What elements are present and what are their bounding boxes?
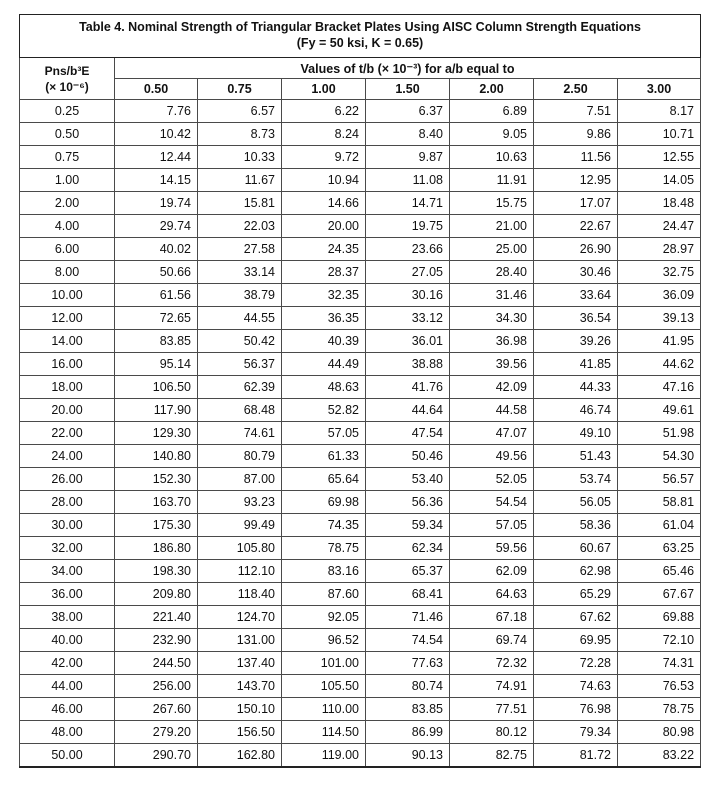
param-cell: 6.00 — [20, 238, 115, 261]
value-cell: 9.05 — [450, 123, 534, 146]
value-cell: 6.57 — [198, 100, 282, 123]
table-row — [20, 583, 701, 606]
value-cell: 40.02 — [115, 238, 198, 261]
value-cell: 57.05 — [282, 422, 366, 445]
value-cell: 51.43 — [534, 445, 618, 468]
table-title — [20, 15, 701, 58]
value-cell: 69.88 — [618, 606, 701, 629]
value-cell: 112.10 — [198, 560, 282, 583]
value-cell: 11.91 — [450, 169, 534, 192]
value-cell: 117.90 — [115, 399, 198, 422]
value-cell: 83.85 — [366, 698, 450, 721]
value-cell: 49.10 — [534, 422, 618, 445]
param-cell: 16.00 — [20, 353, 115, 376]
param-cell: 48.00 — [20, 721, 115, 744]
param-cell: 42.00 — [20, 652, 115, 675]
value-cell: 68.41 — [366, 583, 450, 606]
value-cell: 15.81 — [198, 192, 282, 215]
table-row — [20, 192, 701, 215]
value-cell: 33.64 — [534, 284, 618, 307]
value-cell: 69.98 — [282, 491, 366, 514]
table-row — [20, 652, 701, 675]
value-cell: 10.71 — [618, 123, 701, 146]
value-cell: 77.51 — [450, 698, 534, 721]
table-row — [20, 123, 701, 146]
value-cell: 63.25 — [618, 537, 701, 560]
value-cell: 78.75 — [282, 537, 366, 560]
value-cell: 34.30 — [450, 307, 534, 330]
value-cell: 44.55 — [198, 307, 282, 330]
value-cell: 92.05 — [282, 606, 366, 629]
value-cell: 82.75 — [450, 744, 534, 768]
value-cell: 19.74 — [115, 192, 198, 215]
value-cell: 65.29 — [534, 583, 618, 606]
value-cell: 131.00 — [198, 629, 282, 652]
value-cell: 186.80 — [115, 537, 198, 560]
param-column-header — [20, 58, 115, 100]
value-cell: 74.35 — [282, 514, 366, 537]
param-cell: 34.00 — [20, 560, 115, 583]
value-cell: 56.05 — [534, 491, 618, 514]
value-cell: 61.56 — [115, 284, 198, 307]
value-cell: 49.56 — [450, 445, 534, 468]
value-cell: 67.67 — [618, 583, 701, 606]
column-header: 3.00 — [618, 79, 701, 100]
value-cell: 175.30 — [115, 514, 198, 537]
value-cell: 41.95 — [618, 330, 701, 353]
param-cell: 46.00 — [20, 698, 115, 721]
value-cell: 39.56 — [450, 353, 534, 376]
value-cell: 65.37 — [366, 560, 450, 583]
table-row — [20, 675, 701, 698]
value-cell: 33.14 — [198, 261, 282, 284]
param-cell: 1.00 — [20, 169, 115, 192]
value-cell: 20.00 — [282, 215, 366, 238]
value-cell: 232.90 — [115, 629, 198, 652]
table-row — [20, 215, 701, 238]
value-cell: 49.61 — [618, 399, 701, 422]
value-cell: 150.10 — [198, 698, 282, 721]
table-row — [20, 698, 701, 721]
value-cell: 74.61 — [198, 422, 282, 445]
value-cell: 69.95 — [534, 629, 618, 652]
value-cell: 72.65 — [115, 307, 198, 330]
value-cell: 33.12 — [366, 307, 450, 330]
value-cell: 61.04 — [618, 514, 701, 537]
value-cell: 54.54 — [450, 491, 534, 514]
value-cell: 59.56 — [450, 537, 534, 560]
table-row — [20, 744, 701, 768]
table-row — [20, 560, 701, 583]
value-cell: 58.36 — [534, 514, 618, 537]
value-cell: 65.64 — [282, 468, 366, 491]
value-cell: 22.03 — [198, 215, 282, 238]
value-cell: 42.09 — [450, 376, 534, 399]
value-cell: 77.63 — [366, 652, 450, 675]
table-row — [20, 169, 701, 192]
value-cell: 279.20 — [115, 721, 198, 744]
param-cell: 20.00 — [20, 399, 115, 422]
value-cell: 119.00 — [282, 744, 366, 768]
value-cell: 143.70 — [198, 675, 282, 698]
value-cell: 57.05 — [450, 514, 534, 537]
value-cell: 68.48 — [198, 399, 282, 422]
value-cell: 11.67 — [198, 169, 282, 192]
value-cell: 118.40 — [198, 583, 282, 606]
table-container — [19, 14, 700, 768]
value-cell: 244.50 — [115, 652, 198, 675]
value-cell: 23.66 — [366, 238, 450, 261]
value-cell: 28.40 — [450, 261, 534, 284]
value-cell: 76.98 — [534, 698, 618, 721]
value-cell: 83.85 — [115, 330, 198, 353]
param-cell: 28.00 — [20, 491, 115, 514]
value-cell: 19.75 — [366, 215, 450, 238]
value-cell: 290.70 — [115, 744, 198, 768]
value-cell: 80.98 — [618, 721, 701, 744]
table-row — [20, 514, 701, 537]
value-cell: 14.15 — [115, 169, 198, 192]
value-cell: 47.16 — [618, 376, 701, 399]
value-cell: 129.30 — [115, 422, 198, 445]
value-cell: 14.05 — [618, 169, 701, 192]
value-cell: 50.42 — [198, 330, 282, 353]
table-row — [20, 606, 701, 629]
value-cell: 80.79 — [198, 445, 282, 468]
value-cell: 53.40 — [366, 468, 450, 491]
value-cell: 47.07 — [450, 422, 534, 445]
value-cell: 12.55 — [618, 146, 701, 169]
value-cell: 6.22 — [282, 100, 366, 123]
value-cell: 12.95 — [534, 169, 618, 192]
value-cell: 38.79 — [198, 284, 282, 307]
value-cell: 58.81 — [618, 491, 701, 514]
value-cell: 10.33 — [198, 146, 282, 169]
value-cell: 54.30 — [618, 445, 701, 468]
value-cell: 44.64 — [366, 399, 450, 422]
value-cell: 114.50 — [282, 721, 366, 744]
value-cell: 152.30 — [115, 468, 198, 491]
param-cell: 44.00 — [20, 675, 115, 698]
value-cell: 11.56 — [534, 146, 618, 169]
value-cell: 7.76 — [115, 100, 198, 123]
value-cell: 51.98 — [618, 422, 701, 445]
value-cell: 44.58 — [450, 399, 534, 422]
value-cell: 83.16 — [282, 560, 366, 583]
value-cell: 46.74 — [534, 399, 618, 422]
value-cell: 90.13 — [366, 744, 450, 768]
value-cell: 69.74 — [450, 629, 534, 652]
value-cell: 6.89 — [450, 100, 534, 123]
table-row — [20, 468, 701, 491]
param-cell: 22.00 — [20, 422, 115, 445]
value-cell: 96.52 — [282, 629, 366, 652]
value-cell: 137.40 — [198, 652, 282, 675]
value-cell: 12.44 — [115, 146, 198, 169]
param-cell: 0.25 — [20, 100, 115, 123]
value-cell: 28.37 — [282, 261, 366, 284]
param-cell: 18.00 — [20, 376, 115, 399]
value-cell: 52.05 — [450, 468, 534, 491]
table-row — [20, 261, 701, 284]
value-cell: 56.37 — [198, 353, 282, 376]
param-header-units: (× 10⁻⁶) — [45, 79, 89, 94]
table-row — [20, 445, 701, 468]
value-cell: 87.00 — [198, 468, 282, 491]
value-cell: 72.28 — [534, 652, 618, 675]
value-cell: 106.50 — [115, 376, 198, 399]
value-cell: 10.63 — [450, 146, 534, 169]
value-cell: 28.97 — [618, 238, 701, 261]
column-header: 2.00 — [450, 79, 534, 100]
value-cell: 9.72 — [282, 146, 366, 169]
param-cell: 4.00 — [20, 215, 115, 238]
value-cell: 79.34 — [534, 721, 618, 744]
table-row — [20, 146, 701, 169]
value-cell: 41.76 — [366, 376, 450, 399]
param-cell: 26.00 — [20, 468, 115, 491]
table-title-line1: Table 4. Nominal Strength of Triangular Bracket Plates Using AISC Column Strength Equations — [79, 20, 641, 34]
value-cell: 29.74 — [115, 215, 198, 238]
value-cell: 72.32 — [450, 652, 534, 675]
value-cell: 36.09 — [618, 284, 701, 307]
value-cell: 50.46 — [366, 445, 450, 468]
table-row — [20, 721, 701, 744]
column-header: 1.00 — [282, 79, 366, 100]
value-cell: 72.10 — [618, 629, 701, 652]
value-cell: 78.75 — [618, 698, 701, 721]
value-cell: 8.73 — [198, 123, 282, 146]
value-cell: 60.67 — [534, 537, 618, 560]
param-cell: 14.00 — [20, 330, 115, 353]
value-cell: 36.35 — [282, 307, 366, 330]
value-cell: 9.86 — [534, 123, 618, 146]
value-cell: 22.67 — [534, 215, 618, 238]
value-cell: 56.57 — [618, 468, 701, 491]
table-row — [20, 353, 701, 376]
table-row — [20, 629, 701, 652]
value-cell: 95.14 — [115, 353, 198, 376]
value-cell: 256.00 — [115, 675, 198, 698]
value-cell: 221.40 — [115, 606, 198, 629]
value-cell: 44.33 — [534, 376, 618, 399]
value-cell: 61.33 — [282, 445, 366, 468]
value-cell: 39.26 — [534, 330, 618, 353]
param-cell: 8.00 — [20, 261, 115, 284]
value-cell: 26.90 — [534, 238, 618, 261]
value-cell: 25.00 — [450, 238, 534, 261]
value-cell: 21.00 — [450, 215, 534, 238]
value-cell: 52.82 — [282, 399, 366, 422]
value-cell: 48.63 — [282, 376, 366, 399]
value-cell: 53.74 — [534, 468, 618, 491]
param-cell: 32.00 — [20, 537, 115, 560]
value-cell: 87.60 — [282, 583, 366, 606]
value-cell: 67.62 — [534, 606, 618, 629]
bracket-strength-table — [19, 14, 701, 768]
value-cell: 8.24 — [282, 123, 366, 146]
value-cell: 74.91 — [450, 675, 534, 698]
param-cell: 40.00 — [20, 629, 115, 652]
value-cell: 67.18 — [450, 606, 534, 629]
param-header-label: Pns/b³E — [44, 63, 90, 78]
value-cell: 80.12 — [450, 721, 534, 744]
param-cell: 30.00 — [20, 514, 115, 537]
value-cell: 110.00 — [282, 698, 366, 721]
param-cell: 24.00 — [20, 445, 115, 468]
table-row — [20, 330, 701, 353]
value-cell: 32.75 — [618, 261, 701, 284]
value-cell: 162.80 — [198, 744, 282, 768]
value-cell: 40.39 — [282, 330, 366, 353]
value-cell: 59.34 — [366, 514, 450, 537]
value-cell: 24.47 — [618, 215, 701, 238]
value-cell: 62.34 — [366, 537, 450, 560]
value-cell: 8.40 — [366, 123, 450, 146]
value-cell: 140.80 — [115, 445, 198, 468]
value-cell: 74.54 — [366, 629, 450, 652]
param-cell: 0.50 — [20, 123, 115, 146]
value-cell: 101.00 — [282, 652, 366, 675]
value-cell: 93.23 — [198, 491, 282, 514]
value-cell: 36.98 — [450, 330, 534, 353]
table-row — [20, 238, 701, 261]
value-cell: 80.74 — [366, 675, 450, 698]
value-cell: 44.62 — [618, 353, 701, 376]
value-cell: 36.54 — [534, 307, 618, 330]
value-cell: 47.54 — [366, 422, 450, 445]
table-row — [20, 422, 701, 445]
value-cell: 9.87 — [366, 146, 450, 169]
value-cell: 8.17 — [618, 100, 701, 123]
value-cell: 17.07 — [534, 192, 618, 215]
param-cell: 38.00 — [20, 606, 115, 629]
value-cell: 39.13 — [618, 307, 701, 330]
value-cell: 65.46 — [618, 560, 701, 583]
param-cell: 36.00 — [20, 583, 115, 606]
column-header: 1.50 — [366, 79, 450, 100]
value-cell: 124.70 — [198, 606, 282, 629]
param-cell: 50.00 — [20, 744, 115, 768]
value-cell: 81.72 — [534, 744, 618, 768]
table-title-line2: (Fy = 50 ksi, K = 0.65) — [296, 36, 424, 50]
value-cell: 267.60 — [115, 698, 198, 721]
column-header: 2.50 — [534, 79, 618, 100]
value-cell: 7.51 — [534, 100, 618, 123]
value-cell: 50.66 — [115, 261, 198, 284]
value-cell: 76.53 — [618, 675, 701, 698]
value-cell: 6.37 — [366, 100, 450, 123]
value-cell: 14.71 — [366, 192, 450, 215]
value-cell: 41.85 — [534, 353, 618, 376]
table-row — [20, 491, 701, 514]
table-row — [20, 537, 701, 560]
value-cell: 24.35 — [282, 238, 366, 261]
value-cell: 105.80 — [198, 537, 282, 560]
column-header: 0.50 — [115, 79, 198, 100]
value-cell: 14.66 — [282, 192, 366, 215]
table-row — [20, 399, 701, 422]
value-cell: 83.22 — [618, 744, 701, 768]
value-cell: 156.50 — [198, 721, 282, 744]
group-header: Values of t/b (× 10⁻³) for a/b equal to — [115, 58, 701, 79]
value-cell: 198.30 — [115, 560, 198, 583]
value-cell: 163.70 — [115, 491, 198, 514]
value-cell: 18.48 — [618, 192, 701, 215]
value-cell: 15.75 — [450, 192, 534, 215]
table-row — [20, 100, 701, 123]
value-cell: 31.46 — [450, 284, 534, 307]
value-cell: 71.46 — [366, 606, 450, 629]
value-cell: 62.09 — [450, 560, 534, 583]
value-cell: 74.63 — [534, 675, 618, 698]
param-cell: 2.00 — [20, 192, 115, 215]
value-cell: 86.99 — [366, 721, 450, 744]
value-cell: 36.01 — [366, 330, 450, 353]
value-cell: 30.46 — [534, 261, 618, 284]
value-cell: 74.31 — [618, 652, 701, 675]
value-cell: 64.63 — [450, 583, 534, 606]
value-cell: 10.42 — [115, 123, 198, 146]
value-cell: 27.58 — [198, 238, 282, 261]
value-cell: 30.16 — [366, 284, 450, 307]
param-cell: 10.00 — [20, 284, 115, 307]
value-cell: 10.94 — [282, 169, 366, 192]
value-cell: 11.08 — [366, 169, 450, 192]
param-cell: 0.75 — [20, 146, 115, 169]
column-header: 0.75 — [198, 79, 282, 100]
value-cell: 99.49 — [198, 514, 282, 537]
value-cell: 209.80 — [115, 583, 198, 606]
table-row — [20, 376, 701, 399]
value-cell: 56.36 — [366, 491, 450, 514]
value-cell: 105.50 — [282, 675, 366, 698]
param-cell: 12.00 — [20, 307, 115, 330]
table-row — [20, 307, 701, 330]
value-cell: 27.05 — [366, 261, 450, 284]
value-cell: 44.49 — [282, 353, 366, 376]
value-cell: 62.98 — [534, 560, 618, 583]
value-cell: 62.39 — [198, 376, 282, 399]
table-row — [20, 284, 701, 307]
value-cell: 38.88 — [366, 353, 450, 376]
value-cell: 32.35 — [282, 284, 366, 307]
